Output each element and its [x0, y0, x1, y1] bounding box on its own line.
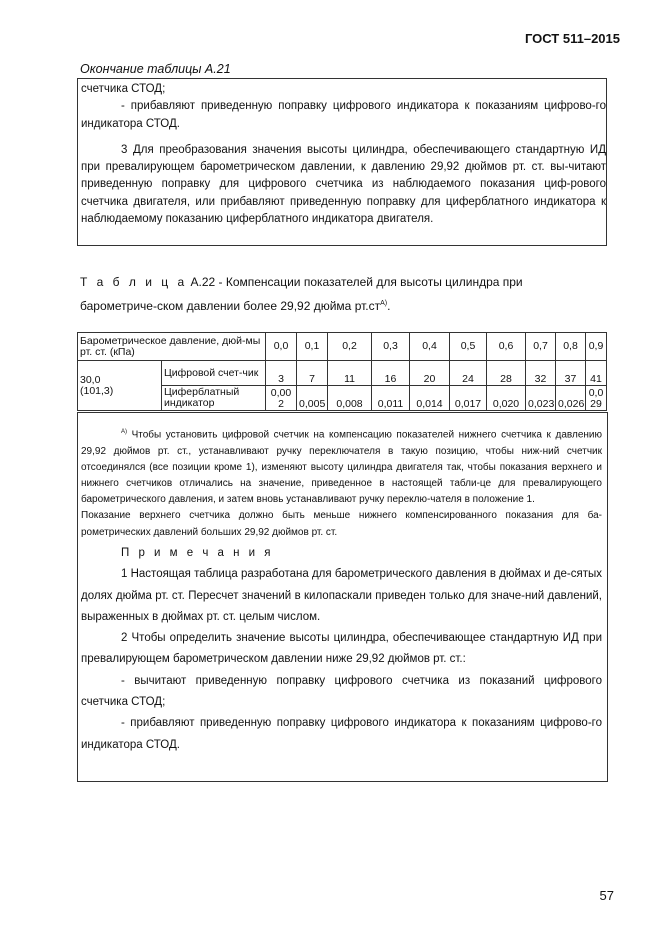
continuation-line-3: 3 Для преобразования значения высоты цилиндра, обеспечивающего стандартную ИД при превалирующем барометрическом давлении, к давлению 29,92 дюймов рт. ст. вы-читают приведенную поправку для цифрового счетчика из наблюдаемого показания циф-рового счетчика двигателя, или прибавляют приведенную поправку для циферблатного индикатора к наблюдаемому показанию циферблатного индикатора двигателя.: [81, 143, 606, 226]
table-label: Т а б л и ц а: [80, 275, 188, 289]
table-cell: 0,011: [372, 386, 410, 411]
note-2a: - вычитают приведенную поправку цифрового счетчика из показаний цифрового счетчика СТОД;: [81, 674, 602, 709]
column-header: 0,2: [328, 333, 372, 361]
table-cell: 37: [556, 361, 586, 386]
column-header: 0,6: [487, 333, 526, 361]
footnote-paragraph-2: Показание верхнего счетчика должно быть меньше нижнего компенсированного показания для ба-рометрических давлений больших 29,92 дюймов рт. ст.: [81, 510, 602, 538]
table-title-text: А.22 - Компенсации показателей для высоты цилиндра при барометриче-ском давлении более 29,92 дюйма рт.ст: [80, 275, 523, 313]
row-group-line-2: (101,3): [80, 384, 114, 397]
table-header-row: [78, 333, 607, 361]
row-group-pressure: [78, 361, 162, 411]
compensation-table: [77, 332, 607, 411]
row-label: Циферблатный индикатор: [162, 386, 266, 411]
table-title-end: .: [387, 299, 391, 313]
table-cell: 20: [410, 361, 450, 386]
column-header: 0,1: [297, 333, 328, 361]
document-code: ГОСТ 511–2015: [524, 31, 620, 46]
row-group-line-1: 30,0: [80, 373, 101, 386]
column-header: 0,5: [450, 333, 487, 361]
table-cell: 0,00 2: [266, 386, 297, 411]
table-cell: 3: [266, 361, 297, 386]
table-cell: 0,008: [328, 386, 372, 411]
note-1: 1 Настоящая таблица разработана для барометрического давления в дюймах и де-сятых долях дюйма рт. ст. Пересчет значений в килопаскали приведен только для значе-ний давлений, выраженных в дюймах рт. ст. целым числом.: [81, 568, 602, 623]
column-header: 0,9: [586, 333, 607, 361]
footnotes-notes-box: [77, 412, 608, 782]
continuation-line-1: счетчика СТОД;: [81, 83, 166, 95]
column-header: 0,4: [410, 333, 450, 361]
table-cell: 16: [372, 361, 410, 386]
note-2: 2 Чтобы определить значение высоты цилиндра, обеспечивающее стандартную ИД при превалирующем барометрическом давлении ниже 29,92 дюймов рт. ст.:: [81, 632, 602, 666]
column-header: 0,3: [372, 333, 410, 361]
row-label: Цифровой счет-чик: [162, 361, 266, 386]
page-number: 57: [599, 888, 614, 903]
table-cell: 32: [526, 361, 556, 386]
table-a22-title: [80, 272, 600, 317]
column-header: 0,8: [556, 333, 586, 361]
notes-block: [81, 543, 602, 756]
footnote-block: [81, 424, 602, 541]
table-cell: 7: [297, 361, 328, 386]
table-title-sup: А): [380, 300, 388, 307]
column-header: 0,0: [266, 333, 297, 361]
table-cell: 0,017: [450, 386, 487, 411]
continuation-line-2: - прибавляют приведенную поправку цифрового индикатора к показаниям цифрово-го индикатора СТОД.: [81, 100, 606, 130]
footnote-paragraph-1: [81, 424, 602, 508]
continuation-caption: Окончание таблицы А.21: [80, 62, 231, 76]
table-cell: 41: [586, 361, 607, 386]
table-cell: 28: [487, 361, 526, 386]
table-cell: 0,014: [410, 386, 450, 411]
note-2b: - прибавляют приведенную поправку цифрового индикатора к показаниям цифрово-го индикатора СТОД.: [81, 717, 602, 751]
table-cell: 0,023: [526, 386, 556, 411]
header-pressure-cell: Барометрическое давление, дюй-мы рт. ст. (кПа): [78, 333, 266, 361]
table-cell: 11: [328, 361, 372, 386]
table-cell: 0,020: [487, 386, 526, 411]
table-cell: 24: [450, 361, 487, 386]
table-cell: 0,0 29: [586, 386, 607, 411]
column-header: 0,7: [526, 333, 556, 361]
footnote-marker: А): [121, 429, 127, 435]
table-cell: 0,005: [297, 386, 328, 411]
table-cell: 0,026: [556, 386, 586, 411]
table-row: [78, 361, 607, 386]
table-a21-end-box: [77, 78, 607, 246]
notes-heading: П р и м е ч а н и я: [121, 547, 274, 559]
footnote-text-1: Чтобы установить цифровой счетчик на компенсацию показателей нижнего счетчика к давлению 29,92 дюймов рт. ст., устанавливают ручку переключателя в такую позицию, чтобы ниж-ний счетчик отсоединялся (все позиции кроме 1), изменяют высоту цилиндра двигателя так, чтобы показания верхнего и нижнего счетчиков отличались на значение, приведенное в настоящей табли-це для превалирующего барометрического давления, и затем вновь устанавливают ручку переклю-чателя в положение 1.: [81, 429, 602, 506]
